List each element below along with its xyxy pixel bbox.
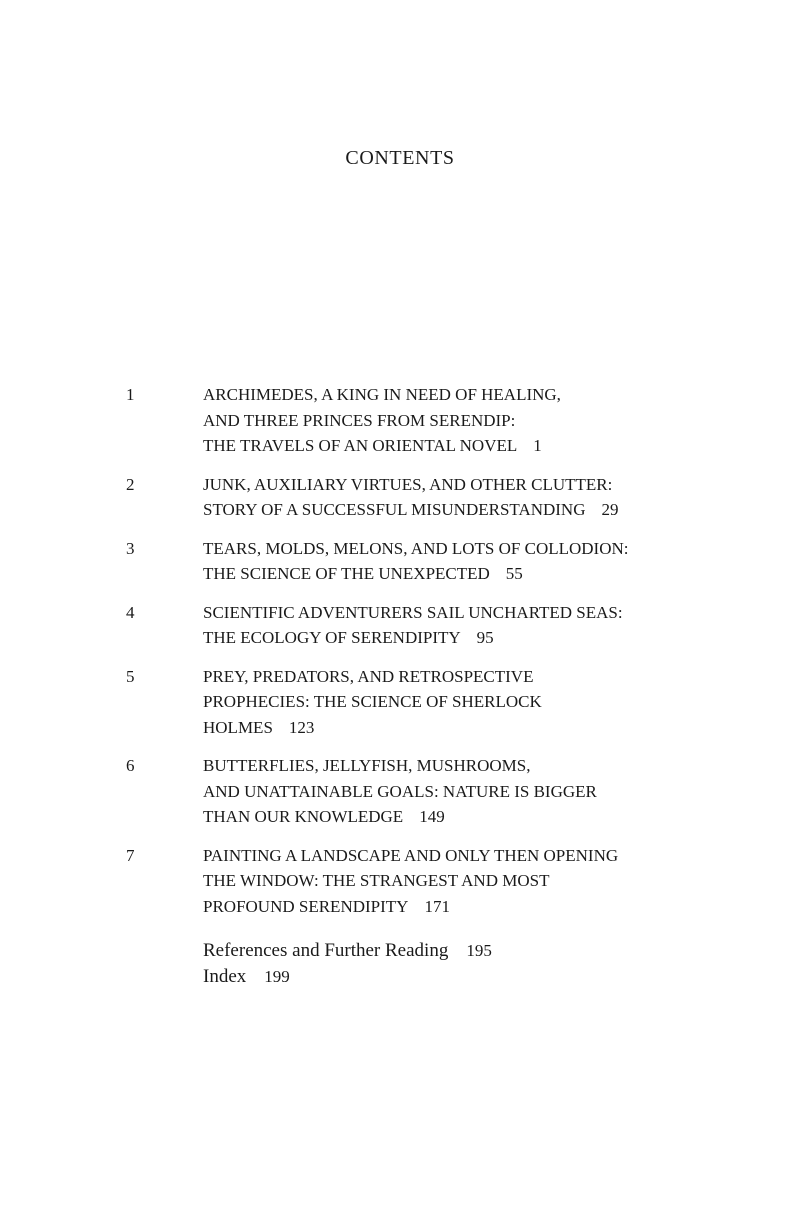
chapter-entry-7[interactable] [0, 843, 800, 920]
chapter-number: 1 [126, 385, 135, 404]
chapter-title-line: TEARS, MOLDS, MELONS, AND LOTS OF COLLODION: [203, 538, 629, 558]
chapter-title [203, 536, 683, 587]
chapter-title-line: THE SCIENCE OF THE UNEXPECTED [203, 564, 490, 583]
page-number: 29 [601, 500, 619, 519]
chapter-title-line: PROPHECIES: THE SCIENCE OF SHERLOCK [203, 692, 542, 711]
chapter-title-line: PAINTING A LANDSCAPE AND ONLY THEN OPENING [203, 845, 619, 865]
chapter-title-line: THAN OUR KNOWLEDGE [203, 807, 404, 826]
chapter-title-line: AND UNATTAINABLE GOALS: NATURE IS BIGGER [203, 781, 597, 801]
chapter-title [203, 382, 683, 459]
chapter-title-line: JUNK, AUXILIARY VIRTUES, AND OTHER CLUTTER: [203, 474, 613, 494]
chapter-title-line: PREY, PREDATORS, AND RETROSPECTIVE [203, 666, 534, 686]
chapter-entry-1[interactable] [0, 382, 800, 459]
chapter-title [203, 753, 683, 830]
chapter-title-line: THE TRAVELS OF AN ORIENTAL NOVEL [203, 436, 518, 455]
page-number: 199 [264, 966, 290, 986]
backmatter-list [203, 938, 492, 989]
backmatter-label: Index [203, 965, 247, 987]
page-number: 149 [419, 807, 445, 826]
page-number: 95 [476, 628, 494, 647]
chapter-number: 5 [126, 666, 135, 686]
chapter-title-line: STORY OF A SUCCESSFUL MISUNDERSTANDING [203, 500, 586, 519]
chapter-entry-4[interactable] [0, 600, 800, 651]
page-number: 55 [505, 564, 523, 583]
chapter-title-line: SCIENTIFIC ADVENTURERS SAIL UNCHARTED SEAS: [203, 602, 623, 622]
chapter-number: 3 [126, 538, 135, 558]
page-number: 195 [466, 941, 492, 960]
page-number: 123 [288, 717, 315, 737]
page-title: CONTENTS [345, 147, 455, 169]
chapter-title-line: THE WINDOW: THE STRANGEST AND MOST [203, 871, 550, 890]
page-number: 1 [533, 436, 542, 455]
chapter-entry-5[interactable] [0, 664, 800, 741]
backmatter-entry-references[interactable] [203, 938, 492, 964]
chapter-entry-2[interactable] [0, 472, 800, 523]
chapter-title [203, 664, 683, 741]
backmatter-label: References and Further Reading [203, 940, 449, 961]
chapter-title [203, 843, 683, 920]
chapter-title-line: BUTTERFLIES, JELLYFISH, MUSHROOMS, [203, 756, 531, 775]
chapter-number: 4 [126, 602, 135, 622]
chapter-title-line: AND THREE PRINCES FROM SERENDIP: [203, 410, 516, 430]
chapter-number: 2 [126, 474, 135, 494]
chapter-title-line: THE ECOLOGY OF SERENDIPITY [203, 628, 461, 647]
chapter-entry-6[interactable] [0, 753, 800, 830]
chapter-title [203, 600, 683, 651]
chapter-title-line: ARCHIMEDES, A KING IN NEED OF HEALING, [203, 385, 561, 404]
chapter-entry-3[interactable] [0, 536, 800, 587]
page-number: 171 [424, 896, 450, 916]
chapter-number: 6 [126, 756, 135, 775]
table-of-contents [0, 382, 800, 932]
backmatter-entry-index[interactable] [203, 964, 492, 990]
chapter-title-line: HOLMES [203, 717, 273, 737]
chapter-title-line: PROFOUND SERENDIPITY [203, 896, 409, 916]
chapter-number: 7 [126, 845, 135, 865]
chapter-title [203, 472, 683, 523]
